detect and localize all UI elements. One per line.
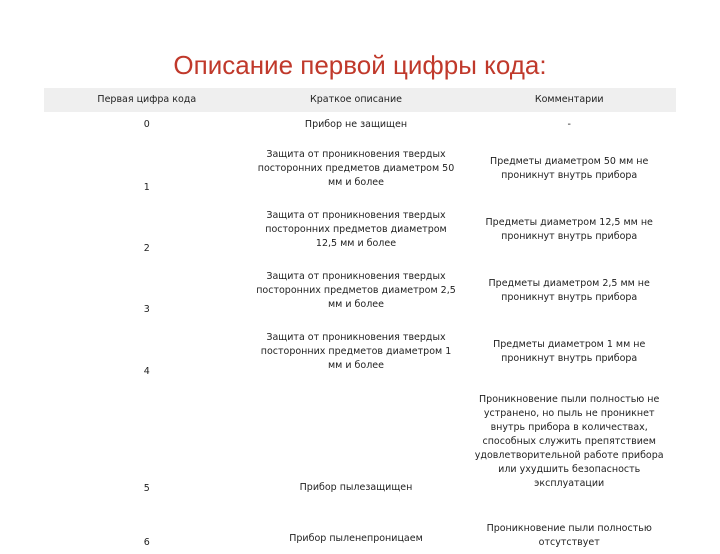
header-description: Краткое описание xyxy=(250,88,463,112)
cell-code: 3 xyxy=(143,304,150,315)
cell-description: Защита от проникновения твердых посторонних предметов диаметром 1 мм и более xyxy=(260,332,452,371)
table-header-row xyxy=(44,88,676,112)
cell-description: Прибор пылезащищен xyxy=(299,482,413,493)
header-code: Первая цифра кода xyxy=(44,88,250,112)
slide-title: Описание первой цифры кода: xyxy=(173,50,547,80)
cell-description: Защита от проникновения твердых посторонних предметов диаметром 12,5 мм и более xyxy=(265,209,447,249)
table-row xyxy=(44,500,676,554)
table-row xyxy=(44,383,676,500)
cell-code: 5 xyxy=(143,483,150,494)
cell-comment: Предметы диаметром 2,5 мм не проникнут внутрь прибора xyxy=(488,277,650,303)
cell-comment: Предметы диаметром 12,5 мм не проникнут внутрь прибора xyxy=(485,216,653,242)
cell-code: 2 xyxy=(143,243,150,254)
ip-code-table xyxy=(44,88,676,554)
cell-code: 0 xyxy=(143,119,150,130)
table-row xyxy=(44,260,676,321)
cell-description: Защита от проникновения твердых посторонних предметов диаметром 2,5 мм и более xyxy=(256,270,456,310)
table-row xyxy=(44,321,676,383)
table-row xyxy=(44,112,676,138)
table-row xyxy=(44,138,676,199)
cell-comment: Проникновение пыли полностью отсутствует xyxy=(486,523,652,548)
header-comment: Комментарии xyxy=(462,88,676,112)
cell-comment: Проникновение пыли полностью не устранено, но пыль не проникнет внутрь прибора в количествах, способных служить препятствием удовлетворительной работе прибора или ухудшить безопасность эксплуатации xyxy=(474,393,664,489)
cell-comment: - xyxy=(567,119,571,130)
table-row xyxy=(44,199,676,260)
cell-comment: Предметы диаметром 50 мм не проникнут внутрь прибора xyxy=(490,155,649,181)
cell-comment: Предметы диаметром 1 мм не проникнут внутрь прибора xyxy=(493,339,646,364)
cell-code: 1 xyxy=(143,182,150,193)
cell-description: Защита от проникновения твердых посторонних предметов диаметром 50 мм и более xyxy=(257,148,455,188)
cell-description: Прибор пыленепроницаем xyxy=(289,533,423,544)
cell-code: 4 xyxy=(143,366,150,377)
cell-description: Прибор не защищен xyxy=(304,119,408,130)
cell-code: 6 xyxy=(143,537,150,548)
